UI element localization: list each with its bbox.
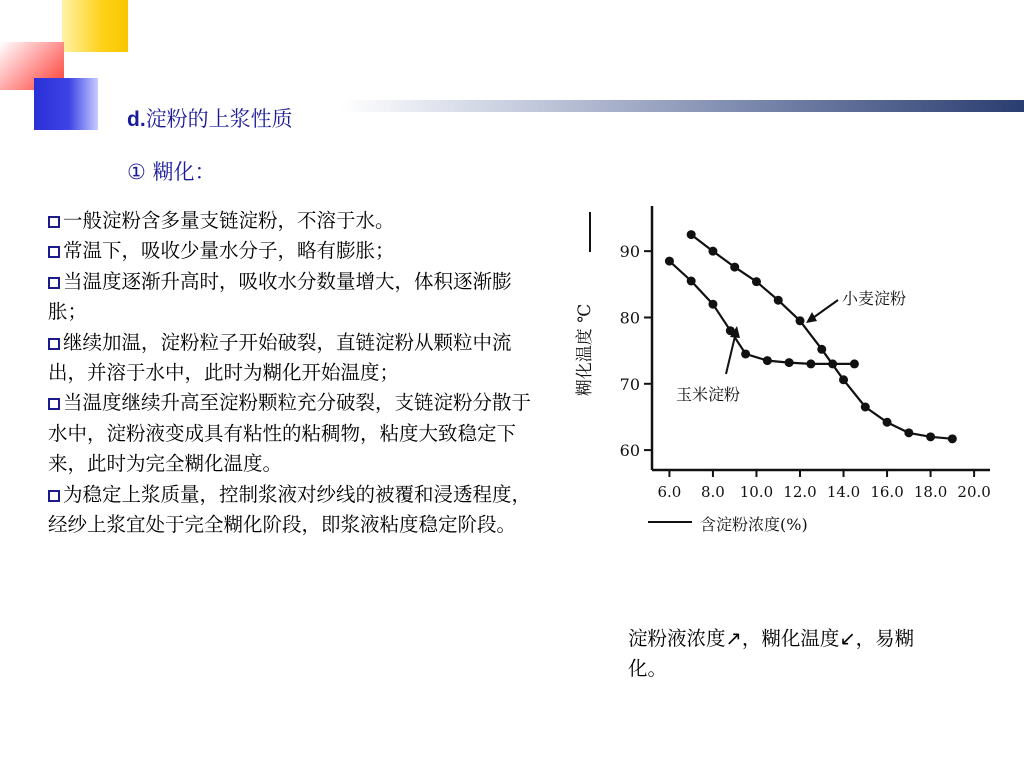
data-point (926, 432, 935, 441)
data-point (708, 247, 717, 256)
data-point (796, 316, 805, 325)
paragraph-text: 当温度逐渐升高时，吸收水分数量增大，体积逐渐膨胀； (48, 269, 512, 324)
data-point (785, 358, 794, 367)
square-bullet-icon (48, 277, 60, 289)
title-text: 淀粉的上浆性质 (145, 107, 293, 131)
series-label-corn: 玉米淀粉 (676, 385, 741, 404)
bullet-paragraph (48, 267, 548, 328)
slide-title (127, 103, 293, 133)
header-rule (340, 100, 1024, 112)
corn-label-pointer (726, 332, 736, 374)
data-point (708, 300, 717, 309)
data-point (730, 263, 739, 272)
x-tick-label: 20.0 (957, 483, 991, 501)
data-point (883, 418, 892, 427)
series-line-1 (669, 261, 854, 364)
bullet-list (48, 206, 548, 540)
wheat-arrowhead (806, 312, 817, 323)
data-point (741, 349, 750, 358)
bullet-paragraph (48, 206, 548, 236)
square-bullet-icon (48, 398, 60, 410)
bullet-paragraph (48, 480, 548, 541)
data-point (687, 230, 696, 239)
data-point (861, 403, 870, 412)
data-point (774, 296, 783, 305)
data-point (828, 359, 837, 368)
y-tick-label: 70 (619, 374, 640, 394)
paragraph-text: 继续加温，淀粉粒子开始破裂，直链淀粉从颗粒中流出，并溶于水中，此时为糊化开始温度； (48, 330, 512, 385)
square-bullet-icon (48, 338, 60, 350)
chart-ticks (620, 242, 991, 501)
data-point (687, 277, 696, 286)
data-point (752, 277, 761, 286)
data-point (850, 359, 859, 368)
x-tick-label: 12.0 (783, 483, 817, 501)
x-tick-label: 8.0 (701, 483, 725, 501)
series-label-wheat: 小麦淀粉 (842, 289, 907, 308)
title-prefix: d. (127, 108, 146, 131)
bullet-paragraph (48, 236, 548, 266)
square-bullet-icon (48, 216, 60, 228)
decor-blue-square (34, 78, 98, 130)
note-text: 淀粉液浓度↗，糊化温度↙，易糊化。 (628, 627, 915, 680)
data-point (817, 345, 826, 354)
paragraph-text: 常温下，吸收少量水分子，略有膨胀； (63, 239, 395, 263)
x-axis-label: 含淀粉浓度(%) (700, 515, 808, 534)
data-point (763, 356, 772, 365)
data-point (806, 359, 815, 368)
slide-subtitle: ① 糊化： (127, 160, 216, 184)
square-bullet-icon (48, 246, 60, 258)
chart-series (665, 230, 957, 443)
data-point (839, 375, 848, 384)
y-axis-label: 糊化温度 ℃ (575, 303, 595, 397)
data-point (665, 257, 674, 266)
x-tick-label: 18.0 (913, 483, 948, 501)
x-tick-label: 6.0 (657, 483, 682, 501)
square-bullet-icon (48, 490, 60, 502)
paragraph-text: 为稳定上浆质量，控制浆液对纱线的被覆和浸透程度，经纱上浆宜处于完全糊化阶段，即浆液粘度稳定阶段。 (48, 482, 532, 537)
bullet-paragraph (48, 388, 548, 479)
decor-yellow-square (62, 0, 128, 52)
x-tick-label: 14.0 (826, 483, 861, 501)
y-tick-label: 80 (619, 308, 640, 328)
paragraph-text: 当温度继续升高至淀粉颗粒充分破裂，支链淀粉分散于水中，淀粉液变成具有粘性的粘稠物，粘度大致稳定下来，此时为完全糊化温度。 (48, 391, 532, 476)
y-tick-label: 60 (619, 441, 640, 461)
paragraph-text: 一般淀粉含多量支链淀粉，不溶于水。 (63, 209, 395, 232)
data-point (904, 428, 913, 437)
gelatinization-chart (560, 200, 1000, 580)
bullet-paragraph (48, 328, 548, 389)
x-tick-label: 16.0 (870, 483, 904, 501)
x-tick-label: 10.0 (739, 483, 774, 501)
data-point (948, 434, 957, 443)
y-tick-label: 90 (619, 242, 640, 262)
